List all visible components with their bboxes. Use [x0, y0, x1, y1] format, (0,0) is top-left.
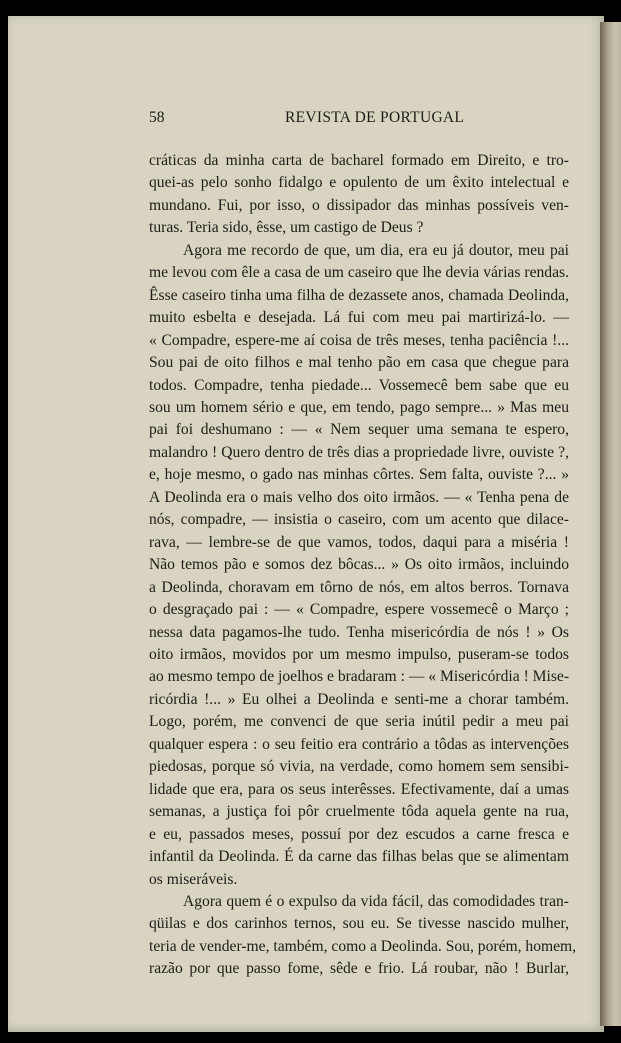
body-text — [149, 150, 577, 981]
text-line: quei-as pelo sonho fidalgo e opulento de um êxito intelectual e — [149, 174, 569, 192]
text-line: Agora me recordo de que, um dia, era eu já doutor, meu pai — [183, 241, 569, 259]
text-line: a Deolinda, choravam em tôrno de nós, em altos berros. Tornava — [149, 578, 569, 596]
page-number: 58 — [149, 109, 165, 126]
text-line: « Compadre, espere-me aí coisa de três meses, tenha paciência !... — [149, 331, 569, 349]
running-title: REVISTA DE PORTUGAL — [285, 109, 465, 126]
text-line: nessa data pagamos-lhe tudo. Tenha misericórdia de nós ! » Os — [149, 623, 569, 641]
text-line: teria de vender-me, também, como a Deolinda. Sou, porém, homem, — [149, 937, 577, 955]
text-line: rava, — lembre-se de que vamos, todos, daqui para a miséria ! — [149, 533, 569, 551]
text-line: pai foi deshumano : — « Nem sequer uma semana te espero, — [149, 421, 569, 439]
text-line: Agora quem é o expulso da vida fácil, das comodidades tran- — [183, 892, 569, 910]
text-line: e, hoje mesmo, o gado nas minhas côrtes. Sem falta, ouviste ?... » — [149, 466, 569, 484]
text-line: Sou pai de oito filhos e mal tenho pão em casa que chegue para — [149, 354, 569, 372]
text-line: o desgraçado pai : — « Compadre, espere vossemecê o Março ; — [149, 601, 569, 619]
text-line: ricórdia !... » Eu olhei a Deolinda e senti-me a chorar também. — [149, 690, 569, 708]
text-line: Não temos pão e somos dez bôcas... » Os oito irmãos, incluindo — [149, 556, 569, 574]
paragraph — [149, 240, 569, 891]
text-line: oito irmãos, movidos por um mesmo impulso, puseram-se todos — [149, 645, 569, 663]
text-line: Logo, porém, me convenci de que seria inútil pedir a meu pai — [149, 713, 569, 731]
text-line: razão por que passo fome, sêde e frio. Lá roubar, não ! Burlar, — [149, 960, 569, 978]
text-line: sou um homem sério e que, em tendo, pago sempre... » Mas meu — [149, 398, 569, 416]
text-line: me levou com êle a casa de um caseiro que lhe devia várias rendas. — [149, 264, 569, 282]
text-line: qualquer espera : o seu feitio era contrário a tôdas as intervenções — [149, 735, 569, 753]
text-line: infantil da Deolinda. É da carne das filhas belas que se alimentam — [149, 848, 569, 866]
text-line: malandro ! Quero dentro de três dias a propriedade livre, ouviste ?, — [149, 443, 569, 461]
text-line: muito esbelta e desejada. Lá fui com meu pai martirizá-lo. — — [149, 309, 569, 327]
adjacent-page-edge — [600, 22, 621, 1026]
text-line: todos. Compadre, tenha piedade... Vossemecê bem sabe que eu — [149, 376, 569, 394]
text-line: qüilas e dos carinhos ternos, sou eu. Se tivesse nascido mulher, — [149, 915, 569, 933]
text-line: Êsse caseiro tinha uma filha de dezassete anos, chamada Deolinda, — [149, 286, 569, 304]
text-line: os miseráveis. — [149, 870, 238, 888]
paragraph — [149, 150, 569, 240]
text-line: semanas, a justiça foi pôr cruelmente tôda aquela gente na rua, — [149, 803, 569, 821]
text-line: nós, compadre, — insistia o caseiro, com um acento que dilace- — [149, 511, 569, 529]
text-line: ao mesmo tempo de joelhos e bradaram : — « Misericórdia ! Mise- — [149, 668, 570, 686]
text-line: A Deolinda era o mais velho dos oito irmãos. — « Tenha pena de — [149, 488, 569, 506]
text-line: lidade que era, para os seus interêsses. Efectivamente, daí a umas — [149, 780, 569, 798]
text-line: piedosas, porque só vivia, na verdade, como homem sem sensibi- — [149, 758, 569, 776]
page-header — [149, 109, 569, 131]
text-line: cráticas da minha carta de bacharel formado em Direito, e tro- — [149, 152, 569, 169]
paragraph — [149, 891, 577, 981]
text-line: turas. Teria sido, êsse, um castigo de Deus ? — [149, 219, 424, 237]
text-line: mundano. Fui, por isso, o dissipador das minhas possíveis ven- — [149, 196, 569, 214]
text-line: e eu, passados meses, possuí por dez escudos a carne fresca e — [149, 825, 569, 843]
